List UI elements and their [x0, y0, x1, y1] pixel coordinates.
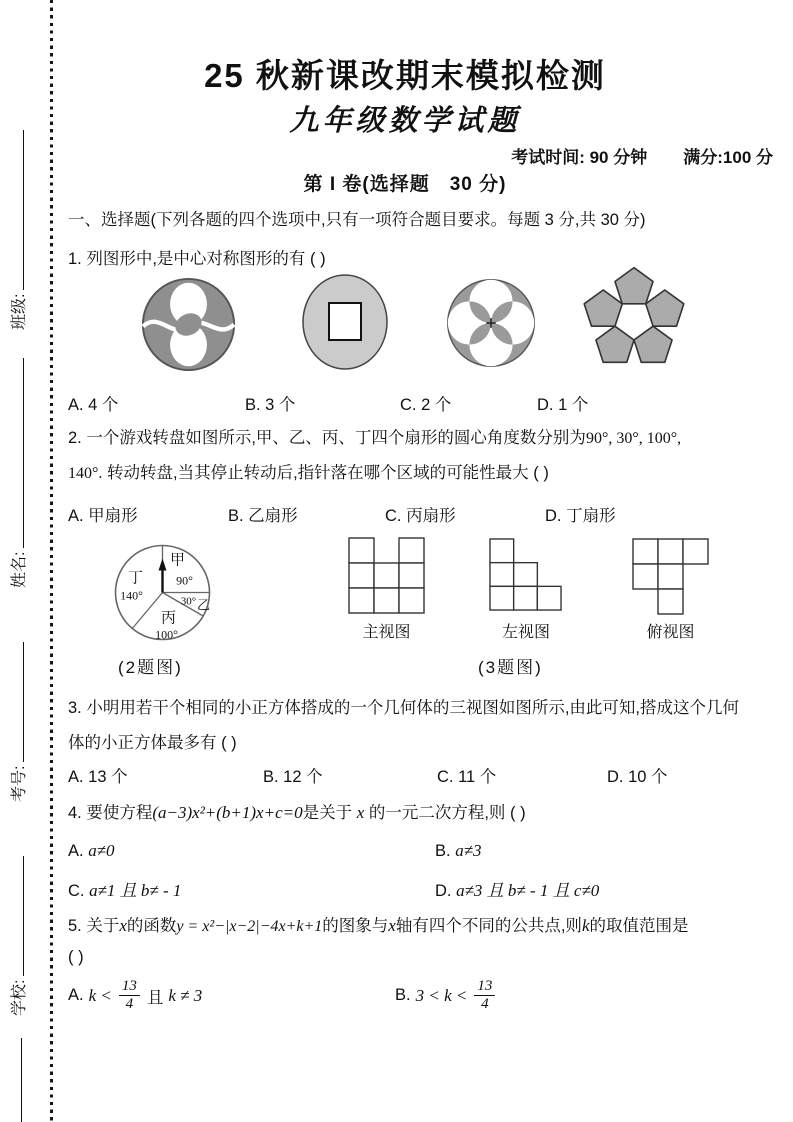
q4-post1: 是关于 — [302, 804, 353, 822]
q1-text: 1. 列图形中,是中心对称图形的有 ( ) — [68, 250, 326, 268]
q3-figure-caption: (3题图) — [478, 658, 543, 677]
q4-option-d-math: a≠3 且 b≠ - 1 且 c≠0 — [456, 881, 600, 900]
q5-option-a-pre: k < — [88, 985, 112, 1005]
name-blank-line — [10, 358, 24, 548]
q3-text-line1: 3. 小明用若干个相同的小正方体搭成的一个几何体的三视图如图所示,由此可知,搭成这个几何 — [68, 699, 740, 717]
sector-jia-angle: 90° — [176, 573, 193, 588]
margin-field-examno — [6, 642, 29, 802]
binding-dotted-line — [50, 0, 53, 1122]
sector-bing-angle: 100° — [155, 627, 178, 642]
q5-mid2: 的图象与 — [322, 917, 389, 935]
q2-angles2: 140°. — [68, 465, 103, 482]
full-score: 满分:100 分 — [683, 148, 773, 167]
q4-option-d — [435, 876, 599, 901]
sector-ding-label: 丁 — [127, 569, 144, 587]
q2-option-a: A. 甲扇形 — [68, 507, 138, 525]
q4-option-a-math: a≠0 — [88, 841, 115, 860]
q3-text-line2: 体的小正方体最多有 ( ) — [68, 734, 237, 752]
exam-subtitle: 九年级数学试题 — [289, 105, 521, 137]
fraction-numerator: 13 — [474, 978, 495, 996]
q5-mid1: 的函数 — [126, 917, 177, 935]
q4-option-c-math: a≠1 且 b≠ - 1 — [89, 881, 182, 900]
q3-option-a: A. 13 个 — [68, 768, 128, 786]
q2-option-d: D. 丁扇形 — [545, 507, 616, 525]
q4-option-d-label: D. — [435, 882, 452, 900]
sector-yi-label: 乙 — [196, 597, 211, 613]
margin-field-class — [6, 130, 29, 330]
q5-var3: k — [581, 916, 590, 935]
margin-field-name — [6, 358, 29, 588]
front-view-label: 主视图 — [362, 624, 411, 641]
q5-option-b-label: B. — [395, 986, 411, 1005]
margin-label-school: 学校: — [11, 979, 28, 1016]
q5-var2: x — [388, 916, 396, 935]
q1-figure-clover — [444, 276, 538, 370]
sector-ding-angle: 140° — [120, 588, 143, 603]
spinner-pointer-head — [159, 559, 167, 571]
q3-side-view-figure — [489, 538, 563, 612]
q2-option-c: C. 丙扇形 — [385, 507, 456, 525]
q3-option-b: B. 12 个 — [263, 768, 323, 786]
q1-figure-swirl — [140, 276, 237, 373]
q2-text1: 2. 一个游戏转盘如图所示,甲、乙、丙、丁四个扇形的圆心角度数分别为 — [68, 429, 586, 447]
top-view-label: 俯视图 — [646, 624, 695, 641]
q5-paren: ( ) — [68, 948, 84, 966]
margin-label-examno: 考号: — [11, 765, 28, 802]
q4-option-c-label: C. — [68, 882, 85, 900]
margin-label-class: 班级: — [11, 293, 28, 330]
q5-mid4: 的取值范围是 — [589, 917, 689, 935]
q4-option-c — [68, 876, 181, 901]
examno-blank-line — [10, 642, 24, 762]
q4-pre: 4. 要使方程 — [68, 804, 153, 822]
q5-formula: y = x²−|x−2|−4x+k+1 — [176, 918, 323, 935]
q1-option-a: A. 4 个 — [68, 396, 119, 414]
q4-option-b-label: B. — [435, 842, 451, 860]
q5-option-a-conj: 且 — [146, 988, 164, 1007]
q4-option-b — [435, 841, 482, 861]
fraction-numerator: 13 — [119, 978, 140, 996]
q2-spinner-pie-figure — [105, 535, 220, 650]
q3-option-d: D. 10 个 — [607, 768, 668, 786]
q4-var: x — [356, 803, 365, 822]
fraction-denominator: 4 — [481, 996, 489, 1013]
q5-text — [68, 912, 688, 936]
q5-pre: 5. 关于 — [68, 917, 120, 935]
exam-time: 考试时间: 90 分钟 — [511, 148, 648, 167]
q5-option-a — [68, 978, 202, 1014]
sector-bing-label: 丙 — [160, 609, 177, 627]
q1-option-d: D. 1 个 — [537, 396, 589, 414]
q2-text2: 转动转盘,当其停止转动后,指针落在哪个区域的可能性最大 ( ) — [107, 464, 549, 482]
q5-option-b-pre: 3 < k < — [415, 985, 468, 1005]
fraction-denominator: 4 — [125, 996, 134, 1013]
q4-option-a-label: A. — [68, 842, 84, 860]
q4-post2: 的一元二次方程,则 ( ) — [368, 804, 526, 822]
q5-option-b — [395, 978, 497, 1014]
margin-label-name: 姓名: — [11, 551, 28, 588]
q3-option-c: C. 11 个 — [437, 768, 497, 786]
q1-option-c: C. 2 个 — [400, 396, 452, 414]
q2-figure-caption: (2题图) — [118, 658, 183, 677]
exam-title: 25 秋新课改期末模拟检测 — [204, 57, 606, 94]
q5-mid3: 轴有四个不同的公共点,则 — [395, 917, 582, 935]
q5-option-b-fraction — [474, 978, 495, 1014]
school-blank-line — [10, 856, 24, 976]
margin-extra-line — [21, 1038, 22, 1122]
q3-front-view-figure — [348, 537, 425, 614]
q4-option-a — [68, 841, 115, 861]
q3-top-view-figure — [632, 538, 709, 615]
q1-option-b: B. 3 个 — [245, 396, 296, 414]
q2-option-b: B. 乙扇形 — [228, 507, 298, 525]
margin-field-school — [6, 856, 29, 1016]
q5-option-a-label: A. — [68, 986, 84, 1005]
q2-text-line1 — [68, 424, 681, 448]
q2-text-line2 — [68, 459, 549, 483]
side-view-label: 左视图 — [501, 624, 550, 641]
sector-jia-label: 甲 — [169, 551, 186, 569]
q4-text — [68, 799, 526, 823]
section-1-intro: 一、选择题(下列各题的四个选项中,只有一项符合题目要求。每题 3 分,共 30 分) — [68, 211, 646, 229]
q4-formula: (a−3)x²+(b+1)x+c=0 — [152, 803, 303, 822]
q1-figure-coin — [300, 272, 390, 372]
exam-info — [511, 143, 773, 168]
q1-figure-pentagons — [577, 266, 691, 374]
q5-option-a-fraction — [119, 978, 140, 1014]
q2-angles1: 90°, 30°, 100°, — [585, 430, 682, 447]
q5-var1: x — [119, 916, 127, 935]
class-blank-line — [10, 130, 24, 290]
sector-yi-angle: 30° — [180, 595, 197, 608]
q5-option-a-post: k ≠ 3 — [168, 985, 203, 1005]
section-1-title: 第 I 卷(选择题 30 分) — [303, 174, 507, 195]
q4-option-b-math: a≠3 — [455, 841, 482, 860]
